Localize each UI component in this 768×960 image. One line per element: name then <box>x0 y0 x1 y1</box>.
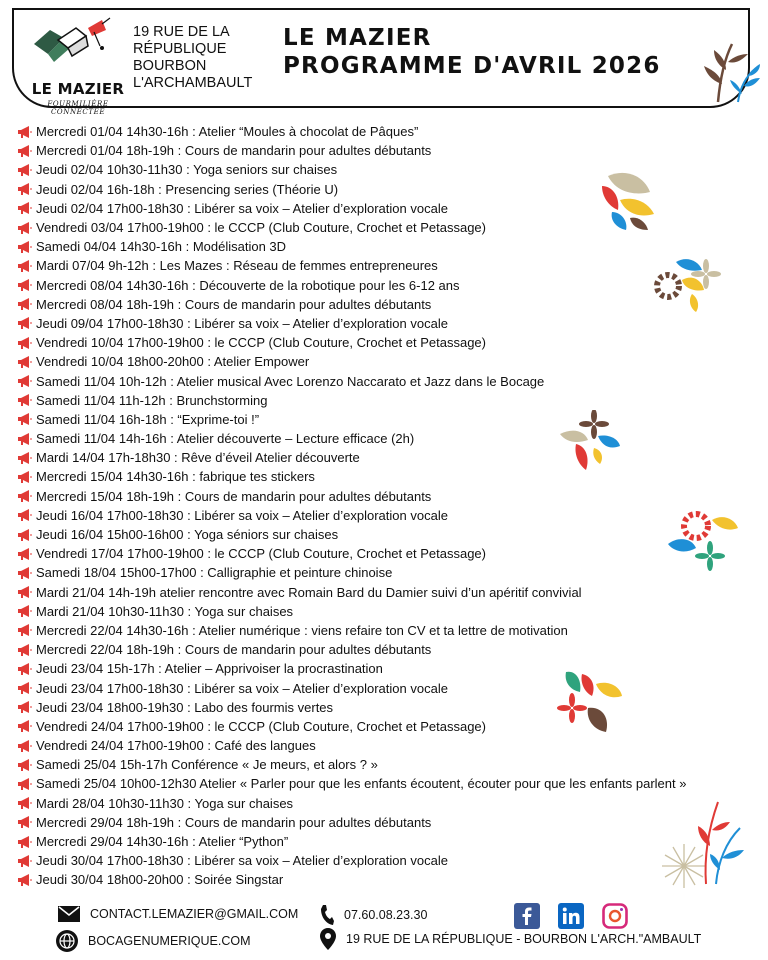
event-item <box>18 774 758 793</box>
event-item <box>18 583 758 602</box>
leaf-cluster-icon <box>598 166 662 232</box>
address-line: RÉPUBLIQUE <box>133 41 227 57</box>
website-text: BOCAGENUMERIQUE.COM <box>88 934 251 948</box>
megaphone-icon <box>18 663 32 675</box>
event-text: Mercredi 01/04 18h-19h : Cours de mandarin pour adultes débutants <box>36 143 432 159</box>
megaphone-icon <box>18 164 32 176</box>
megaphone-icon <box>18 682 32 694</box>
event-text: Jeudi 30/04 18h00-20h00 : Soirée Singstar <box>36 872 284 888</box>
megaphone-icon <box>18 260 32 272</box>
event-item <box>18 429 758 448</box>
event-text: Jeudi 02/04 16h-18h : Presencing series (Théorie U) <box>36 181 339 197</box>
event-item <box>18 256 758 275</box>
megaphone-icon <box>18 356 32 368</box>
gear-leaves-icon <box>666 506 742 576</box>
event-text: Jeudi 09/04 17h00-18h30 : Libérer sa voix – Atelier d’exploration vocale <box>36 315 448 331</box>
event-item <box>18 410 758 429</box>
megaphone-icon <box>18 509 32 521</box>
gear-flower-icon <box>652 254 724 314</box>
megaphone-icon <box>18 855 32 867</box>
envelope-icon <box>58 906 80 922</box>
event-text: Mercredi 22/04 14h30-16h : Atelier numérique : viens refaire ton CV et ta lettre de motivation <box>36 622 568 638</box>
logo-name: LE MAZIER <box>31 80 125 98</box>
event-item <box>18 141 758 160</box>
facebook-icon[interactable] <box>514 903 540 929</box>
event-item <box>18 640 758 659</box>
megaphone-icon <box>18 298 32 310</box>
ant-hill-logo-icon <box>30 16 126 76</box>
megaphone-icon <box>18 836 32 848</box>
megaphone-icon <box>18 375 32 387</box>
title-line: PROGRAMME D'AVRIL 2026 <box>283 53 661 79</box>
megaphone-icon <box>18 413 32 425</box>
map-pin-icon <box>320 928 336 950</box>
event-item <box>18 717 758 736</box>
event-text: Mardi 14/04 17h-18h30 : Rêve d’éveil Atelier découverte <box>36 450 360 466</box>
event-text: Vendredi 10/04 17h00-19h00 : le CCCP (Club Couture, Crochet et Petassage) <box>36 335 486 351</box>
event-text: Mercredi 08/04 18h-19h : Cours de mandarin pour adultes débutants <box>36 296 432 312</box>
event-text: Jeudi 02/04 10h30-11h30 : Yoga seniors sur chaises <box>36 162 338 178</box>
event-item <box>18 391 758 410</box>
event-text: Mercredi 15/04 18h-19h : Cours de mandarin pour adultes débutants <box>36 488 432 504</box>
megaphone-icon <box>18 548 32 560</box>
header-address <box>133 24 273 92</box>
megaphone-icon <box>18 183 32 195</box>
megaphone-icon <box>18 701 32 713</box>
globe-icon <box>56 930 78 952</box>
event-item <box>18 602 758 621</box>
email-text: CONTACT.LEMAZIER@GMAIL.COM <box>90 907 299 921</box>
event-item <box>18 295 758 314</box>
event-text: Samedi 11/04 11h-12h : Brunchstorming <box>36 392 268 408</box>
megaphone-icon <box>18 241 32 253</box>
website-link[interactable] <box>56 930 251 952</box>
event-text: Vendredi 17/04 17h00-19h00 : le CCCP (Club Couture, Crochet et Petassage) <box>36 546 486 562</box>
event-text: Samedi 11/04 10h-12h : Atelier musical Avec Lorenzo Naccarato et Jazz dans le Bocage <box>36 373 545 389</box>
event-text: Mercredi 01/04 14h30-16h : Atelier “Moules à chocolat de Pâques” <box>36 124 419 140</box>
event-item <box>18 698 758 717</box>
megaphone-icon <box>18 797 32 809</box>
megaphone-icon <box>18 337 32 349</box>
megaphone-icon <box>18 586 32 598</box>
event-item <box>18 371 758 390</box>
megaphone-icon <box>18 874 32 886</box>
megaphone-icon <box>18 394 32 406</box>
program-list <box>18 122 758 890</box>
megaphone-icon <box>18 720 32 732</box>
event-item <box>18 467 758 486</box>
event-text: Vendredi 24/04 17h00-19h00 : le CCCP (Club Couture, Crochet et Petassage) <box>36 718 486 734</box>
event-text: Mardi 21/04 14h-19h atelier rencontre avec Romain Bard du Damier suivi d’un apéritif convivial <box>36 584 582 600</box>
event-item <box>18 525 758 544</box>
event-item <box>18 678 758 697</box>
megaphone-icon <box>18 778 32 790</box>
megaphone-icon <box>18 529 32 541</box>
event-item <box>18 736 758 755</box>
event-text: Vendredi 10/04 18h00-20h00 : Atelier Empower <box>36 354 310 370</box>
event-item <box>18 314 758 333</box>
leaf-bouquet-icon <box>556 668 628 736</box>
megaphone-icon <box>18 222 32 234</box>
linkedin-icon[interactable] <box>558 903 584 929</box>
event-item <box>18 122 758 141</box>
instagram-icon[interactable] <box>602 903 628 929</box>
event-item <box>18 544 758 563</box>
leaf-decoration-icon <box>698 40 762 106</box>
megaphone-icon <box>18 452 32 464</box>
event-item <box>18 237 758 256</box>
event-item <box>18 506 758 525</box>
contact-address <box>320 928 701 950</box>
megaphone-icon <box>18 644 32 656</box>
event-text: Samedi 04/04 14h30-16h : Modélisation 3D <box>36 239 287 255</box>
megaphone-icon <box>18 490 32 502</box>
event-item <box>18 563 758 582</box>
event-text: Mardi 21/04 10h30-11h30 : Yoga sur chaises <box>36 603 294 619</box>
event-text: Mercredi 15/04 14h30-16h : fabrique tes stickers <box>36 469 315 485</box>
event-item <box>18 851 758 870</box>
megaphone-icon <box>18 202 32 214</box>
page-title <box>283 24 661 80</box>
phone-icon <box>320 904 334 926</box>
event-item <box>18 755 758 774</box>
event-text: Jeudi 23/04 17h00-18h30 : Libérer sa voix – Atelier d’exploration vocale <box>36 680 448 696</box>
event-item <box>18 832 758 851</box>
le-mazier-logo <box>28 16 128 116</box>
megaphone-icon <box>18 567 32 579</box>
event-text: Mardi 07/04 9h-12h : Les Mazes : Réseau de femmes entrepreneures <box>36 258 438 274</box>
megaphone-icon <box>18 317 32 329</box>
event-text: Samedi 11/04 16h-18h : “Exprime-toi !” <box>36 411 260 427</box>
event-text: Jeudi 16/04 15h00-16h00 : Yoga séniors sur chaises <box>36 527 339 543</box>
event-text: Samedi 25/04 10h00-12h30 Atelier « Parler pour que les enfants écoutent, écouter pour que les enfants parlent » <box>36 776 687 792</box>
event-text: Mercredi 22/04 18h-19h : Cours de mandarin pour adultes débutants <box>36 642 432 658</box>
event-text: Jeudi 23/04 15h-17h : Atelier – Apprivoiser la procrastination <box>36 661 383 677</box>
event-text: Jeudi 23/04 18h00-19h30 : Labo des fourmis vertes <box>36 699 334 715</box>
grass-sunburst-icon <box>652 796 748 892</box>
event-text: Mercredi 08/04 14h30-16h : Découverte de la robotique pour les 6-12 ans <box>36 277 460 293</box>
event-item <box>18 333 758 352</box>
event-text: Jeudi 30/04 17h00-18h30 : Libérer sa voix – Atelier d’exploration vocale <box>36 853 448 869</box>
event-item <box>18 487 758 506</box>
event-item <box>18 448 758 467</box>
address-text: 19 RUE DE LA RÉPUBLIQUE - BOURBON L'ARCH."AMBAULT <box>346 932 702 946</box>
event-text: Mardi 28/04 10h30-11h30 : Yoga sur chaises <box>36 795 294 811</box>
event-item <box>18 659 758 678</box>
event-text: Vendredi 24/04 17h00-19h00 : Café des langues <box>36 738 316 754</box>
megaphone-icon <box>18 605 32 617</box>
event-text: Samedi 25/04 15h-17h Conférence « Je meurs, et alors ? » <box>36 757 378 773</box>
address-line: 19 RUE DE LA <box>133 24 230 40</box>
title-line: LE MAZIER <box>283 25 432 51</box>
logo-tagline: FOURMILIÈRE CONNECTÉE <box>47 100 109 116</box>
event-item <box>18 621 758 640</box>
megaphone-icon <box>18 740 32 752</box>
event-text: Vendredi 03/04 17h00-19h00 : le CCCP (Club Couture, Crochet et Petassage) <box>36 220 486 236</box>
event-item <box>18 276 758 295</box>
phone-text: 07.60.08.23.30 <box>344 908 428 922</box>
event-text: Mercredi 29/04 14h30-16h : Atelier “Python” <box>36 834 289 850</box>
address-line: L'ARCHAMBAULT <box>133 75 253 91</box>
contact-phone[interactable] <box>320 904 427 926</box>
megaphone-icon <box>18 624 32 636</box>
event-text: Samedi 18/04 15h00-17h00 : Calligraphie et peinture chinoise <box>36 565 393 581</box>
event-item <box>18 794 758 813</box>
flower-leaf-icon <box>558 410 624 474</box>
megaphone-icon <box>18 126 32 138</box>
event-text: Jeudi 16/04 17h00-18h30 : Libérer sa voix – Atelier d’exploration vocale <box>36 507 448 523</box>
event-item <box>18 813 758 832</box>
event-text: Jeudi 02/04 17h00-18h30 : Libérer sa voix – Atelier d’exploration vocale <box>36 200 448 216</box>
megaphone-icon <box>18 145 32 157</box>
megaphone-icon <box>18 759 32 771</box>
event-text: Samedi 11/04 14h-16h : Atelier découverte – Lecture efficace (2h) <box>36 431 415 447</box>
contact-email[interactable] <box>58 906 298 922</box>
event-item <box>18 352 758 371</box>
address-line: BOURBON <box>133 58 207 74</box>
megaphone-icon <box>18 279 32 291</box>
event-item <box>18 870 758 889</box>
megaphone-icon <box>18 471 32 483</box>
event-text: Mercredi 29/04 18h-19h : Cours de mandarin pour adultes débutants <box>36 814 432 830</box>
megaphone-icon <box>18 816 32 828</box>
megaphone-icon <box>18 433 32 445</box>
